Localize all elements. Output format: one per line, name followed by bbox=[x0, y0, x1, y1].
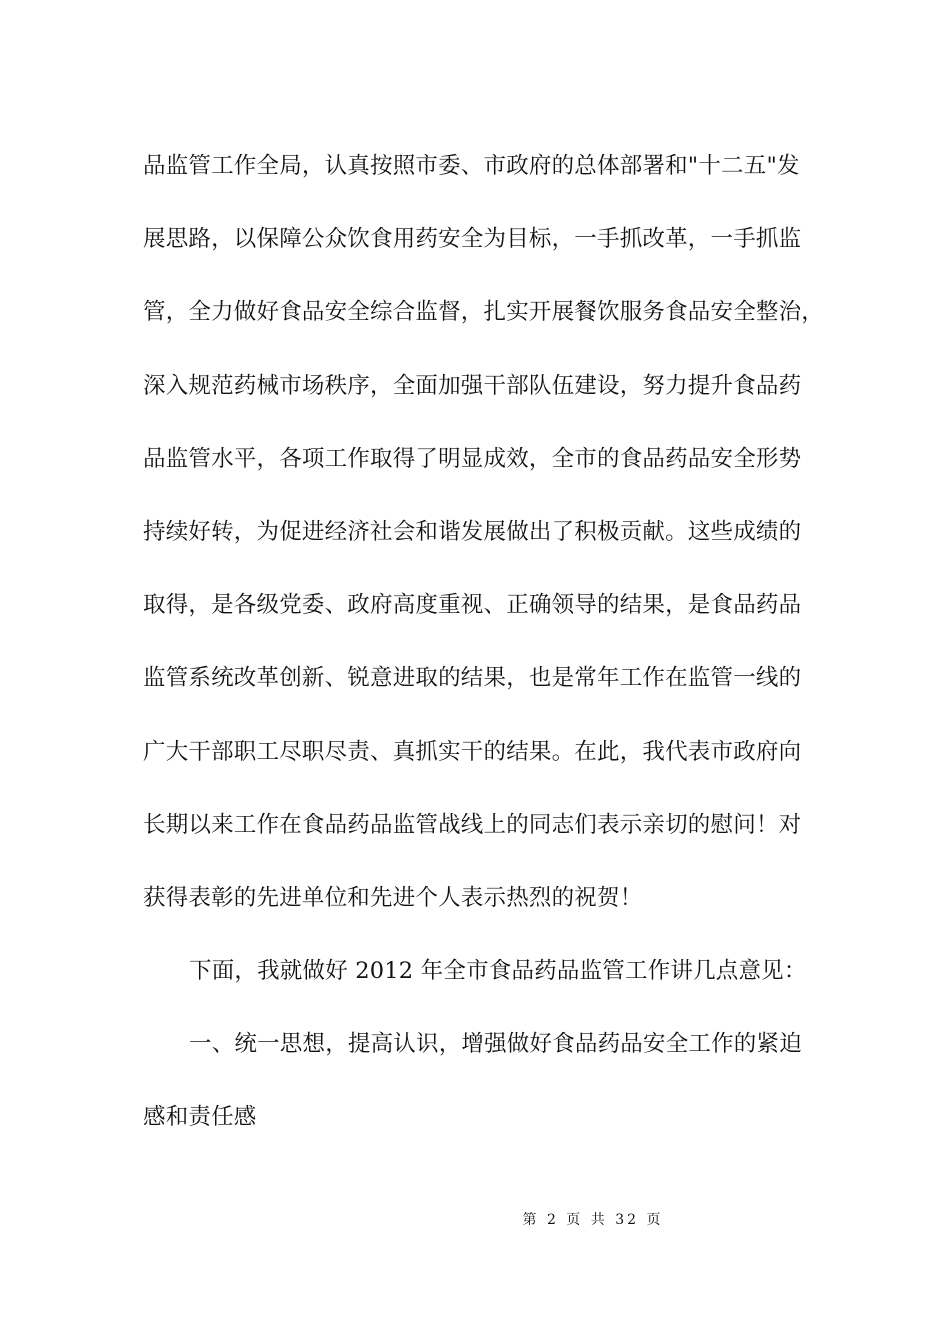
text-line: 持续好转，为促进经济社会和谐发展做出了积极贡献。这些成绩的 bbox=[143, 518, 802, 545]
body-text bbox=[143, 130, 833, 1155]
text-line: 品监管工作全局，认真按照市委、市政府的总体部署和"十二五"发 bbox=[143, 153, 800, 179]
section-heading-continued: 感和责任感 bbox=[143, 1104, 257, 1131]
page-footer bbox=[0, 1209, 950, 1229]
text-line: 品监管水平，各项工作取得了明显成效，全市的食品药品安全形势 bbox=[143, 445, 802, 472]
section-heading: 一、统一思想，提高认识，增强做好食品药品安全工作的紧迫 bbox=[189, 1031, 802, 1058]
page-number-label: 第 2 页 共 32 页 bbox=[522, 1212, 664, 1228]
text-line: 监管系统改革创新、锐意进取的结果，也是常年工作在监管一线的 bbox=[143, 665, 802, 692]
text-line: 长期以来工作在食品药品监管战线上的同志们表示亲切的慰问！对 bbox=[143, 811, 802, 838]
text-line: 管，全力做好食品安全综合监督，扎实开展餐饮服务食品安全整治， bbox=[143, 299, 825, 326]
text-line: 取得，是各级党委、政府高度重视、正确领导的结果，是食品药品 bbox=[143, 592, 802, 619]
text-line: 获得表彰的先进单位和先进个人表示热烈的祝贺！ bbox=[143, 884, 643, 911]
text-line: 深入规范药械市场秩序，全面加强干部队伍建设，努力提升食品药 bbox=[143, 372, 802, 399]
paragraph-intro: 下面，我就做好 2012 年全市食品药品监管工作讲几点意见： bbox=[189, 958, 807, 985]
text-line: 展思路，以保障公众饮食用药安全为目标，一手抓改革，一手抓监 bbox=[143, 226, 802, 253]
text-line: 广大干部职工尽职尽责、真抓实干的结果。在此，我代表市政府向 bbox=[143, 738, 802, 765]
